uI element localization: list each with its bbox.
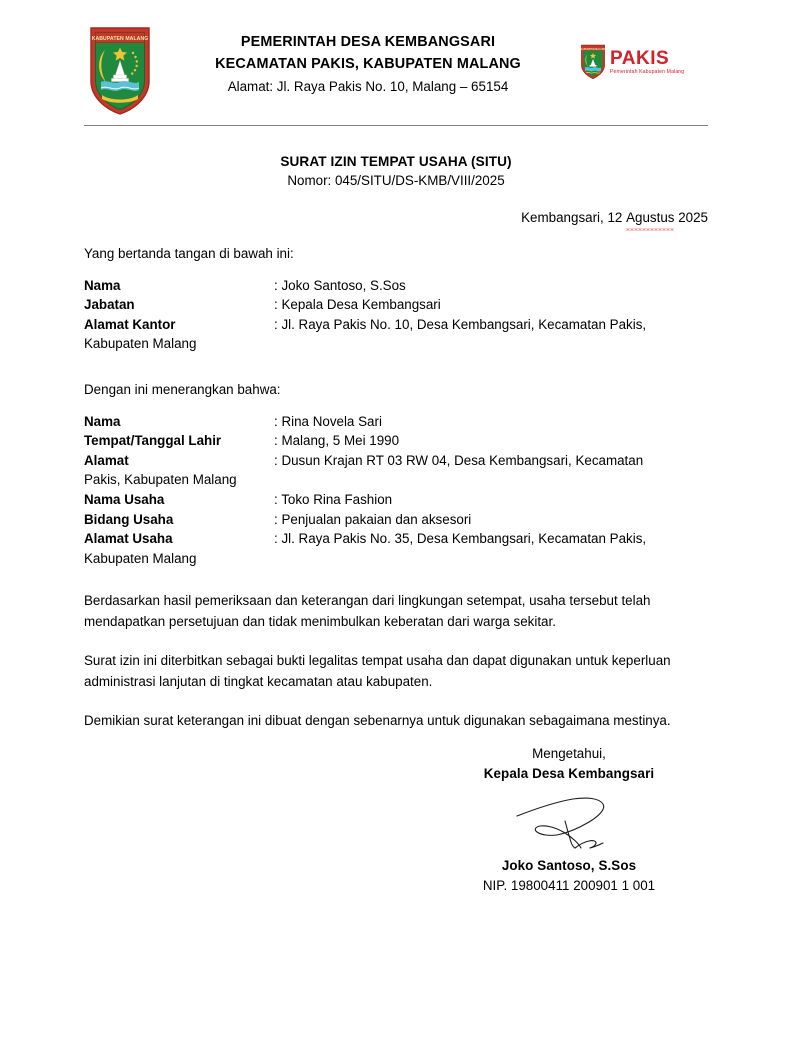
intro-paragraph-2: Dengan ini menerangkan bahwa: [84,381,281,397]
dateline [84,208,708,228]
pakis-logo-wordmark: PAKIS [610,47,670,69]
field-label: Nama [84,277,121,293]
field-value-wrap: Kabupaten Malang [84,336,197,352]
field-value: : Kepala Desa Kembangsari [274,297,441,313]
letterhead [84,22,708,118]
table-row [84,451,710,490]
field-value: : Jl. Raya Pakis No. 35, Desa Kembangsari, Kecamatan Pakis, [274,531,647,547]
dateline-suffix: 2025 [674,210,708,225]
field-value: : Dusun Krajan RT 03 RW 04, Desa Kembangsari, Kecamatan [274,452,644,468]
letterhead-line-district: KECAMATAN PAKIS, KABUPATEN MALANG [215,56,521,72]
field-row [84,276,710,296]
dateline-misspelled-word: Agustus [626,208,674,228]
table-row [84,490,710,510]
document-body [84,240,710,731]
field-label: Alamat [84,452,129,468]
letterhead-divider-rule [84,125,708,126]
field-value: : Joko Santoso, S.Sos [274,277,406,293]
field-label: Tempat/Tanggal Lahir [84,433,222,449]
kabupaten-malang-emblem-icon [87,25,153,117]
field-row [84,315,710,354]
document-number: Nomor: 045/SITU/DS-KMB/VIII/2025 [287,173,505,188]
pakis-shield-icon [580,44,606,80]
field-value: : Penjualan pakaian dan aksesori [274,511,472,527]
dateline-prefix: Kembangsari, 12 [521,210,627,225]
signature-role: Kepala Desa Kembangsari [483,766,655,781]
document-title-block [84,152,708,190]
table-row [84,412,710,432]
signature-nip: NIP. 19800411 200901 1 001 [482,878,656,893]
handwritten-signature-icon [511,792,627,854]
table-row [84,529,710,568]
field-value: : Toko Rina Fashion [274,491,393,507]
kabupaten-malang-emblem-logo [84,22,156,117]
intro-paragraph-1: Yang bertanda tangan di bawah ini: [84,246,294,261]
svg-text:KABUPATEN MALANG: KABUPATEN MALANG [580,48,606,51]
field-label: Alamat Usaha [84,531,173,547]
letterhead-text [156,22,580,99]
pakis-logo-subtitle: Pemerintah Kabupaten Malang [610,68,685,75]
field-value-wrap: Pakis, Kabupaten Malang [84,472,237,488]
signature-image [430,790,708,856]
signer-field-list [84,276,710,354]
field-label: Jabatan [84,297,135,313]
letterhead-line-government: PEMERINTAH DESA KEMBANGSARI [240,34,496,50]
svg-text:KABUPATEN MALANG: KABUPATEN MALANG [91,36,149,42]
document-title: SURAT IZIN TEMPAT USAHA (SITU) [280,154,512,169]
field-label: Bidang Usaha [84,511,174,527]
body-paragraph-2: Surat izin ini diterbitkan sebagai bukti legalitas tempat usaha dan dapat digunakan untuk keperluan administrasi lanjutan di tingkat kecamatan atau kabupaten. [84,653,671,690]
field-value-wrap: Kabupaten Malang [84,550,197,566]
field-row [84,295,710,315]
field-value: : Rina Novela Sari [274,413,382,429]
field-value: : Jl. Raya Pakis No. 10, Desa Kembangsari, Kecamatan Pakis, [274,316,647,332]
letterhead-line-address: Alamat: Jl. Raya Pakis No. 10, Malang – 65154 [227,79,509,94]
field-label: Alamat Kantor [84,316,176,332]
table-row [84,431,710,451]
table-row [84,510,710,530]
pakis-logo [580,22,708,80]
body-paragraph-3: Demikian surat keterangan ini dibuat dengan sebenarnya untuk digunakan sebagaimana mestinya. [84,713,671,729]
signature-name: Joko Santoso, S.Sos [501,858,637,873]
signature-block [430,744,708,896]
signature-knowing-label: Mengetahui, [532,746,606,761]
field-label: Nama Usaha [84,491,165,507]
subject-field-list [84,412,710,569]
field-value: : Malang, 5 Mei 1990 [274,433,400,449]
field-label: Nama [84,413,121,429]
body-paragraph-1: Berdasarkan hasil pemeriksaan dan keterangan dari lingkungan setempat, usaha tersebut telah mendapatkan persetujuan dan tidak menimbulkan keberatan dari warga sekitar. [84,593,651,630]
